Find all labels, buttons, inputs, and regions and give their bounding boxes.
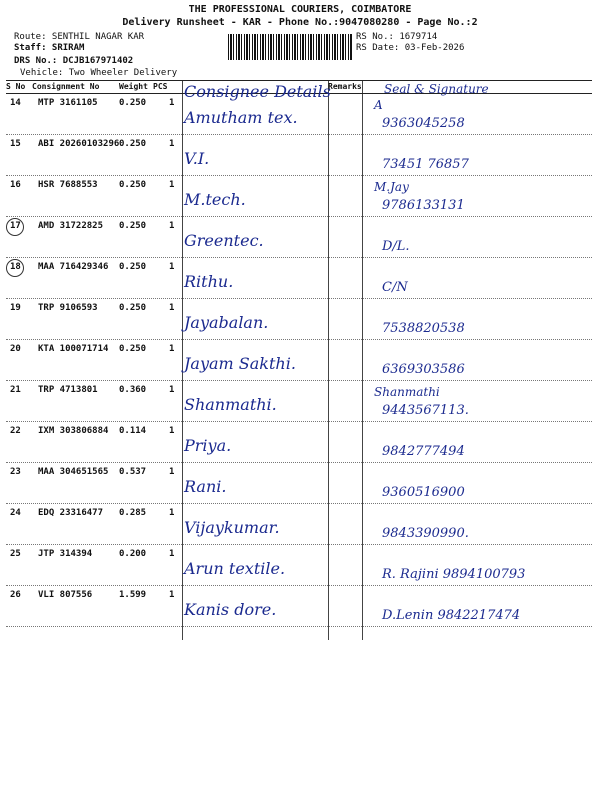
cell-signature: M.Jay [374, 180, 409, 194]
route-label: Route: SENTHIL NAGAR KAR [14, 32, 145, 42]
cell-signature-text: C/N [382, 280, 408, 295]
cell-pcs: 1 [169, 98, 175, 108]
table-row [6, 586, 592, 627]
cell-weight: 0.537 [119, 467, 147, 477]
cell-consignee: Shanmathi. [184, 395, 277, 414]
cell-sno: 25 [10, 549, 21, 559]
cell-weight: 0.250 [119, 98, 147, 108]
cell-consignment: AMD 31722825 [38, 221, 104, 231]
rs-date: RS Date: 03-Feb-2026 [356, 43, 465, 53]
cell-signature-text: 9443567113. [382, 403, 469, 418]
table-row [6, 504, 592, 545]
header-consignment: Consignment No [32, 82, 100, 91]
cell-signature-text: 9786133131 [382, 198, 465, 213]
cell-consignment: MAA 304651565 [38, 467, 109, 477]
cell-sno: 14 [10, 98, 21, 108]
cell-weight: 0.200 [119, 549, 147, 559]
cell-signature-text: 6369303586 [382, 362, 465, 377]
cell-pcs: 1 [169, 467, 175, 477]
cell-weight: 1.599 [119, 590, 147, 600]
cell-consignment: KTA 100071714 [38, 344, 109, 354]
table-row [6, 258, 592, 299]
table-row [6, 381, 592, 422]
cell-pcs: 1 [169, 385, 175, 395]
cell-consignment: MAA 716429346 [38, 262, 109, 272]
cell-signature-text: D/L. [382, 239, 410, 254]
table-body [6, 94, 592, 627]
cell-weight: 0.250 [119, 262, 147, 272]
table-row [6, 217, 592, 258]
runsheet-subtitle: Delivery Runsheet - KAR - Phone No.:9047080280 - Page No.:2 [122, 17, 478, 28]
table-row [6, 422, 592, 463]
vehicle-label: Vehicle: Two Wheeler Delivery [20, 68, 178, 78]
table-row [6, 340, 592, 381]
cell-signature: Shanmathi [374, 385, 440, 399]
cell-sno: 15 [10, 139, 21, 149]
cell-consignee: V.I. [184, 149, 210, 168]
cell-pcs: 1 [169, 508, 175, 518]
cell-consignee: Rani. [184, 477, 227, 496]
cell-consignment: TRP 4713801 [38, 385, 98, 395]
table-row [6, 94, 592, 135]
table-header [6, 81, 592, 101]
table-row [6, 545, 592, 586]
cell-signature-text: 7538820538 [382, 321, 465, 336]
rs-number: RS No.: 1679714 [356, 32, 438, 42]
cell-consignee: Priya. [184, 436, 232, 455]
cell-pcs: 1 [169, 262, 175, 272]
table-row [6, 299, 592, 340]
cell-pcs: 1 [169, 426, 175, 436]
cell-sno: 19 [10, 303, 21, 313]
cell-weight: 0.250 [119, 139, 147, 149]
cell-sno: 16 [10, 180, 21, 190]
header-weight: Weight [119, 82, 148, 91]
cell-pcs: 1 [169, 139, 175, 149]
cell-consignment: MTP 3161105 [38, 98, 98, 108]
cell-weight: 0.250 [119, 180, 147, 190]
drs-label: DRS No.: DCJB167971402 [14, 56, 134, 66]
staff-label: Staff: SRIRAM [14, 43, 85, 53]
cell-consignee: Arun textile. [184, 559, 286, 578]
cell-signature-text: D.Lenin 9842217474 [382, 608, 521, 623]
header-remarks: Remarks [328, 82, 362, 91]
cell-signature-text: 9363045258 [382, 116, 465, 131]
cell-consignment: HSR 7688553 [38, 180, 98, 190]
cell-pcs: 1 [169, 303, 175, 313]
cell-pcs: 1 [169, 180, 175, 190]
cell-signature-text: R. Rajini 9894100793 [382, 567, 526, 582]
cell-sno: 17 [10, 221, 21, 231]
table-row [6, 135, 592, 176]
cell-consignment: EDQ 23316477 [38, 508, 104, 518]
cell-signature-text: 9843390990. [382, 526, 469, 541]
cell-sno: 24 [10, 508, 21, 518]
cell-consignee: Kanis dore. [184, 600, 277, 619]
cell-weight: 0.250 [119, 303, 147, 313]
cell-consignment: TRP 9106593 [38, 303, 98, 313]
cell-pcs: 1 [169, 590, 175, 600]
cell-signature-text: 9360516900 [382, 485, 465, 500]
cell-signature: A [374, 98, 383, 112]
cell-consignment: VLI 807556 [38, 590, 93, 600]
cell-consignee: Rithu. [184, 272, 234, 291]
cell-consignee: Jayabalan. [184, 313, 269, 332]
cell-weight: 0.360 [119, 385, 147, 395]
cell-weight: 0.285 [119, 508, 147, 518]
cell-pcs: 1 [169, 549, 175, 559]
barcode [228, 34, 352, 60]
header-pcs: PCS [153, 82, 168, 91]
header-sno: S No [6, 82, 26, 91]
cell-sno: 18 [10, 262, 21, 272]
cell-consignment: ABI 20260103296 [38, 139, 120, 149]
cell-consignee: Vijaykumar. [184, 518, 280, 537]
company-title: THE PROFESSIONAL COURIERS, COIMBATORE [188, 4, 412, 15]
cell-sno: 22 [10, 426, 21, 436]
runsheet-table [6, 80, 592, 627]
cell-consignee: Greentec. [184, 231, 264, 250]
cell-pcs: 1 [169, 221, 175, 231]
cell-consignee: M.tech. [184, 190, 246, 209]
header-seal: Seal & Signature [384, 82, 489, 96]
cell-sno: 26 [10, 590, 21, 600]
cell-consignee: Jayam Sakthi. [184, 354, 296, 373]
cell-consignee: Amutham tex. [184, 108, 298, 127]
cell-consignment: IXM 303806884 [38, 426, 109, 436]
cell-sno: 23 [10, 467, 21, 477]
cell-weight: 0.114 [119, 426, 147, 436]
cell-signature-text: 73451 76857 [382, 157, 469, 172]
cell-sno: 20 [10, 344, 21, 354]
cell-weight: 0.250 [119, 221, 147, 231]
table-row [6, 463, 592, 504]
cell-sno: 21 [10, 385, 21, 395]
header-consignee: Consignee Details [184, 82, 331, 101]
cell-pcs: 1 [169, 344, 175, 354]
table-row [6, 176, 592, 217]
cell-signature-text: 9842777494 [382, 444, 465, 459]
cell-consignment: JTP 314394 [38, 549, 93, 559]
cell-weight: 0.250 [119, 344, 147, 354]
